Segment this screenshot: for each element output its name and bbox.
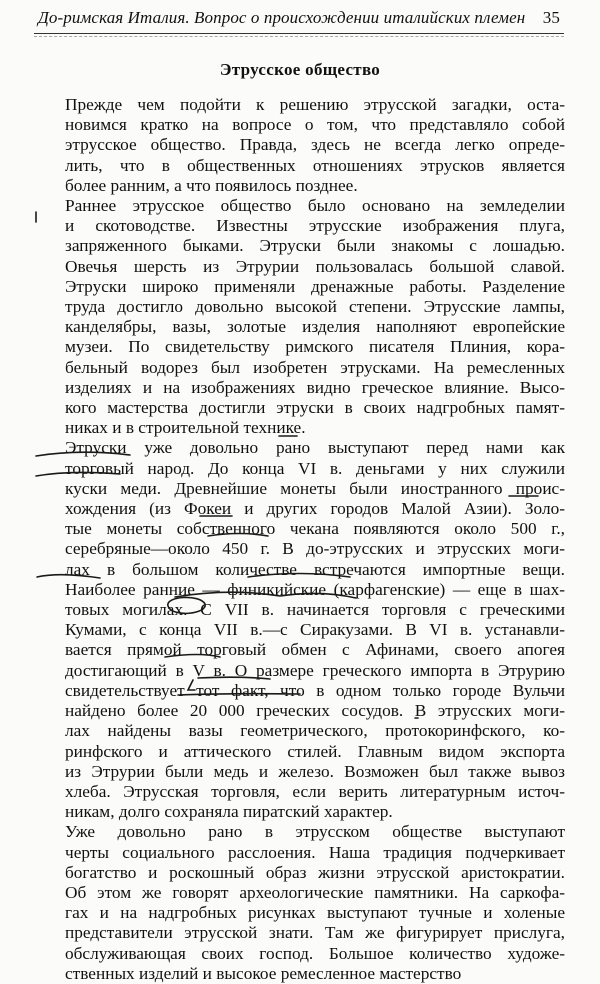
section-title: Этрусское общество — [219, 60, 381, 79]
text-line: лах в большом количестве встречаются импортные вещи. — [65, 559, 565, 579]
text-line: торговый народ. До конца VI в. деньгами у них служили — [65, 458, 565, 478]
text-line: обслуживающая своих господ. Большое количество художе- — [65, 943, 565, 963]
running-header — [38, 8, 560, 30]
text-line: никам, долго сохраняла пиратский характер. — [65, 802, 393, 822]
text-line: из Этрурии были медь и железо. Возможен был также вывоз — [65, 761, 565, 781]
text-line: хлеба. Этрусская торговля, если верить литературным источ- — [65, 781, 565, 801]
text-line: свидетельствует тот факт, что в одном только городе Вульчи — [65, 680, 565, 700]
text-line: бельный водорез был изобретен этрусками. На ремесленных — [65, 357, 565, 377]
body-text — [35, 95, 565, 984]
text-line: кого мастерства достигли этруски в своих надгробных памят- — [65, 398, 565, 418]
text-line: запряженного быками. Этруски были знакомы с лошадью. — [65, 236, 565, 256]
text-line: Прежде чем подойти к решению этрусской загадки, оста- — [65, 95, 565, 114]
text-line: ственных изделий и высокое ремесленное мастерство — [65, 963, 462, 983]
text-line: богатство и роскошный образ жизни этрусской аристократии. — [65, 862, 565, 882]
running-header-title: До-римская Италия. Вопрос о происхождении италийских племен — [38, 8, 526, 27]
text-line: Раннее этрусское общество было основано на земледелии — [65, 196, 565, 216]
text-line: изделиях и на изображениях видно греческое влияние. Высо- — [65, 377, 565, 397]
text-line: хождения (из Фокеи и других городов Малой Азии). Золо- — [65, 499, 565, 519]
text-line: представители этрусской знати. Там же фигурирует прислуга, — [65, 923, 565, 943]
text-line: и скотоводстве. Известны этрусские изображения плуга, — [65, 216, 565, 236]
text-line: серебряные—около 450 г. В до-этрусских и этрусских моги- — [65, 539, 565, 559]
text-line: Об этом же говорят археологические памятники. На саркофа- — [65, 882, 565, 902]
text-line: черты социального расслоения. Наша традиция подчеркивает — [65, 842, 565, 862]
text-line: достигающий в V в. О размере греческого импорта в Этрурию — [65, 660, 565, 680]
text-line: лах найдены вазы геометрического, протокоринфского, ко- — [65, 721, 565, 741]
text-line: Овечья шерсть из Этрурии пользовалась большой славой. — [65, 256, 565, 276]
page-number: 35 — [542, 8, 560, 27]
text-line: лить, что в общественных отношениях этрусков является — [65, 155, 565, 175]
paragraph — [35, 822, 565, 984]
text-line: канделябры, вазы, золотые изделия наполняют европейские — [65, 317, 565, 337]
paragraph — [35, 196, 565, 438]
text-line: Уже довольно рано в этрусском обществе выступают — [65, 822, 565, 842]
header-rule — [34, 33, 564, 37]
text-line: найдено более 20 000 греческих сосудов. В этрусских моги- — [65, 701, 565, 721]
text-line: ринфского и аттического стилей. Главным видом экспорта — [65, 741, 565, 761]
text-line: никах и в строительной технике. — [65, 418, 306, 438]
text-line: более ранним, а что появилось позднее. — [65, 175, 358, 195]
text-line: Этруски широко применяли дренажные работы. Разделение — [65, 276, 565, 296]
text-line: вается прямой торговый обмен с Афинами, своего апогея — [65, 640, 565, 660]
paragraph — [35, 438, 565, 822]
text-line: тые монеты собственного чекана появляются около 500 г., — [65, 519, 565, 539]
paragraph — [35, 95, 565, 196]
text-line: музеи. По свидетельству римского писателя Плиния, кора- — [65, 337, 565, 357]
text-line: товых могилах. С VII в. начинается торговля с греческими — [65, 600, 565, 620]
text-line: гах и на надгробных рисунках выступают тучные и холеные — [65, 903, 565, 923]
text-line: Этруски уже довольно рано выступают перед нами как — [65, 438, 565, 458]
text-line: труда достигло довольно высокой степени. Этрусские лампы, — [65, 297, 565, 317]
text-line: куски меди. Древнейшие монеты были иностранного проис- — [65, 478, 565, 498]
text-line: Наиболее ранние — финикийские (карфагенские) — еще в шах- — [65, 579, 565, 599]
text-line: этрусское общество. Правда, здесь не всегда легко опреде- — [65, 135, 565, 155]
text-line: новимся кратко на вопросе о том, что представляло собой — [65, 115, 565, 135]
text-line: Кумами, с конца VII в.—с Сиракузами. В VI в. устанавли- — [65, 620, 565, 640]
